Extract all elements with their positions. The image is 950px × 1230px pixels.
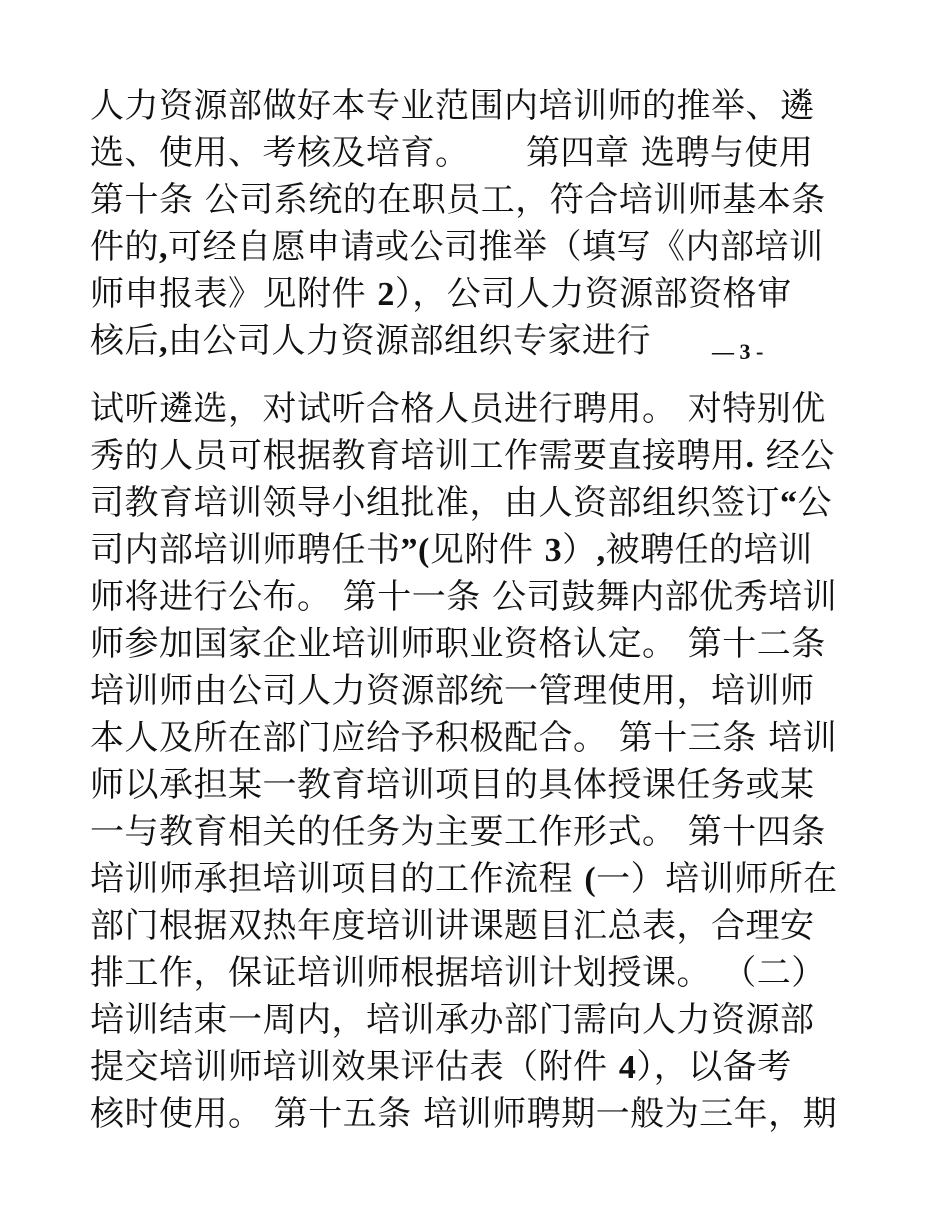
text-run: 司教育培训领导小组批准，由人资部组织签订 xyxy=(90,483,780,523)
text-line xyxy=(90,812,826,852)
text-line xyxy=(90,530,813,571)
text-line xyxy=(90,1000,815,1040)
bold-text-run: 4 xyxy=(618,1049,637,1086)
text-line xyxy=(90,180,826,220)
text-run: 培训师承担培训项目的工作流程 xyxy=(90,859,585,899)
text-run: 师参加国家企业培训师职业资格认定。 第十二条 xyxy=(90,624,826,664)
text-line xyxy=(90,765,815,805)
text-run: 秀的人员可根据教育培训工作需要直接聘用 xyxy=(90,436,746,476)
text-run: 一与教育相关的任务为主要工作形式。 第十四条 xyxy=(90,812,826,852)
text-run: 由公司人力资源部组织专家进行 xyxy=(168,321,651,361)
text-line xyxy=(90,859,838,900)
text-line xyxy=(90,86,815,126)
text-run: 人力资源部做好本专业范围内培训师的推举、遴 xyxy=(90,86,815,126)
text-line xyxy=(90,274,792,315)
text-line xyxy=(90,1094,837,1134)
text-run: 一）培训师所在 xyxy=(596,859,838,899)
bold-text-run: , xyxy=(159,323,168,360)
text-run: 师申报表》见附件 xyxy=(90,274,378,314)
text-run: 司内部培训师聘任书 xyxy=(90,530,401,570)
text-run: 提交培训师培训效果评估表（附件 xyxy=(90,1047,619,1087)
text-run: ），以备考 xyxy=(636,1047,792,1087)
text-run: 核后 xyxy=(90,321,159,361)
text-run: 核时使用。 第十五条 培训师聘期一般为三年，期 xyxy=(90,1094,838,1134)
text-run: 试听遴选，对试听合格人员进行聘用。 对特别优 xyxy=(90,389,826,429)
text-run: ），公司人力资源部资格审 xyxy=(394,274,792,314)
text-run: ） xyxy=(562,530,597,570)
text-run: 师将进行公布。 第十一条 公司鼓舞内部优秀培训 xyxy=(90,577,838,617)
text-line xyxy=(90,389,826,429)
text-run: 部门根据双热年度培训讲课题目汇总表，合理安 xyxy=(90,906,815,946)
bold-text-run: ”( xyxy=(400,532,430,569)
text-run: 师以承担某一教育培训项目的具体授课任务或某 xyxy=(90,765,815,805)
text-line xyxy=(90,133,813,173)
text-run: 经公 xyxy=(754,436,835,476)
text-line xyxy=(90,227,824,268)
text-run: 见附件 xyxy=(429,530,545,570)
text-run: 本人及所在部门应给予积极配合。 第十三条 培训 xyxy=(90,718,838,758)
text-line xyxy=(90,906,815,946)
text-run: 件的 xyxy=(90,227,159,267)
text-line xyxy=(90,953,826,993)
bold-text-run: 3 xyxy=(544,532,563,569)
text-run: 选、使用、考核及培育。 第四章 选聘与使用 xyxy=(90,133,814,173)
page-number: — 3 - xyxy=(712,339,764,364)
text-line xyxy=(90,671,815,711)
text-run: 可经自愿申请或公司推举（填写《内部培训 xyxy=(168,227,824,267)
text-run: 第十条 公司系统的在职员工，符合培训师基本条 xyxy=(90,180,826,220)
bold-text-run: 2 xyxy=(377,276,395,313)
bold-text-run: . xyxy=(745,438,755,475)
text-run: 被聘任的培训 xyxy=(605,530,813,570)
text-line xyxy=(90,1047,792,1088)
bold-text-run: ( xyxy=(584,861,597,898)
text-run: 培训师由公司人力资源部统一管理使用，培训师 xyxy=(90,671,815,711)
text-line xyxy=(90,718,837,758)
bold-text-run: , xyxy=(159,229,168,266)
text-run: 公 xyxy=(797,483,832,523)
text-run: 培训结束一周内，培训承办部门需向人力资源部 xyxy=(90,1000,815,1040)
text-line xyxy=(90,624,826,664)
text-line xyxy=(90,436,835,477)
bold-text-run: , xyxy=(596,532,606,569)
text-line xyxy=(90,577,837,617)
bold-text-run: “ xyxy=(780,485,798,522)
text-line xyxy=(90,483,832,524)
text-run: 排工作，保证培训师根据培训计划授课。 （二） xyxy=(90,953,826,993)
text-line xyxy=(90,321,651,362)
